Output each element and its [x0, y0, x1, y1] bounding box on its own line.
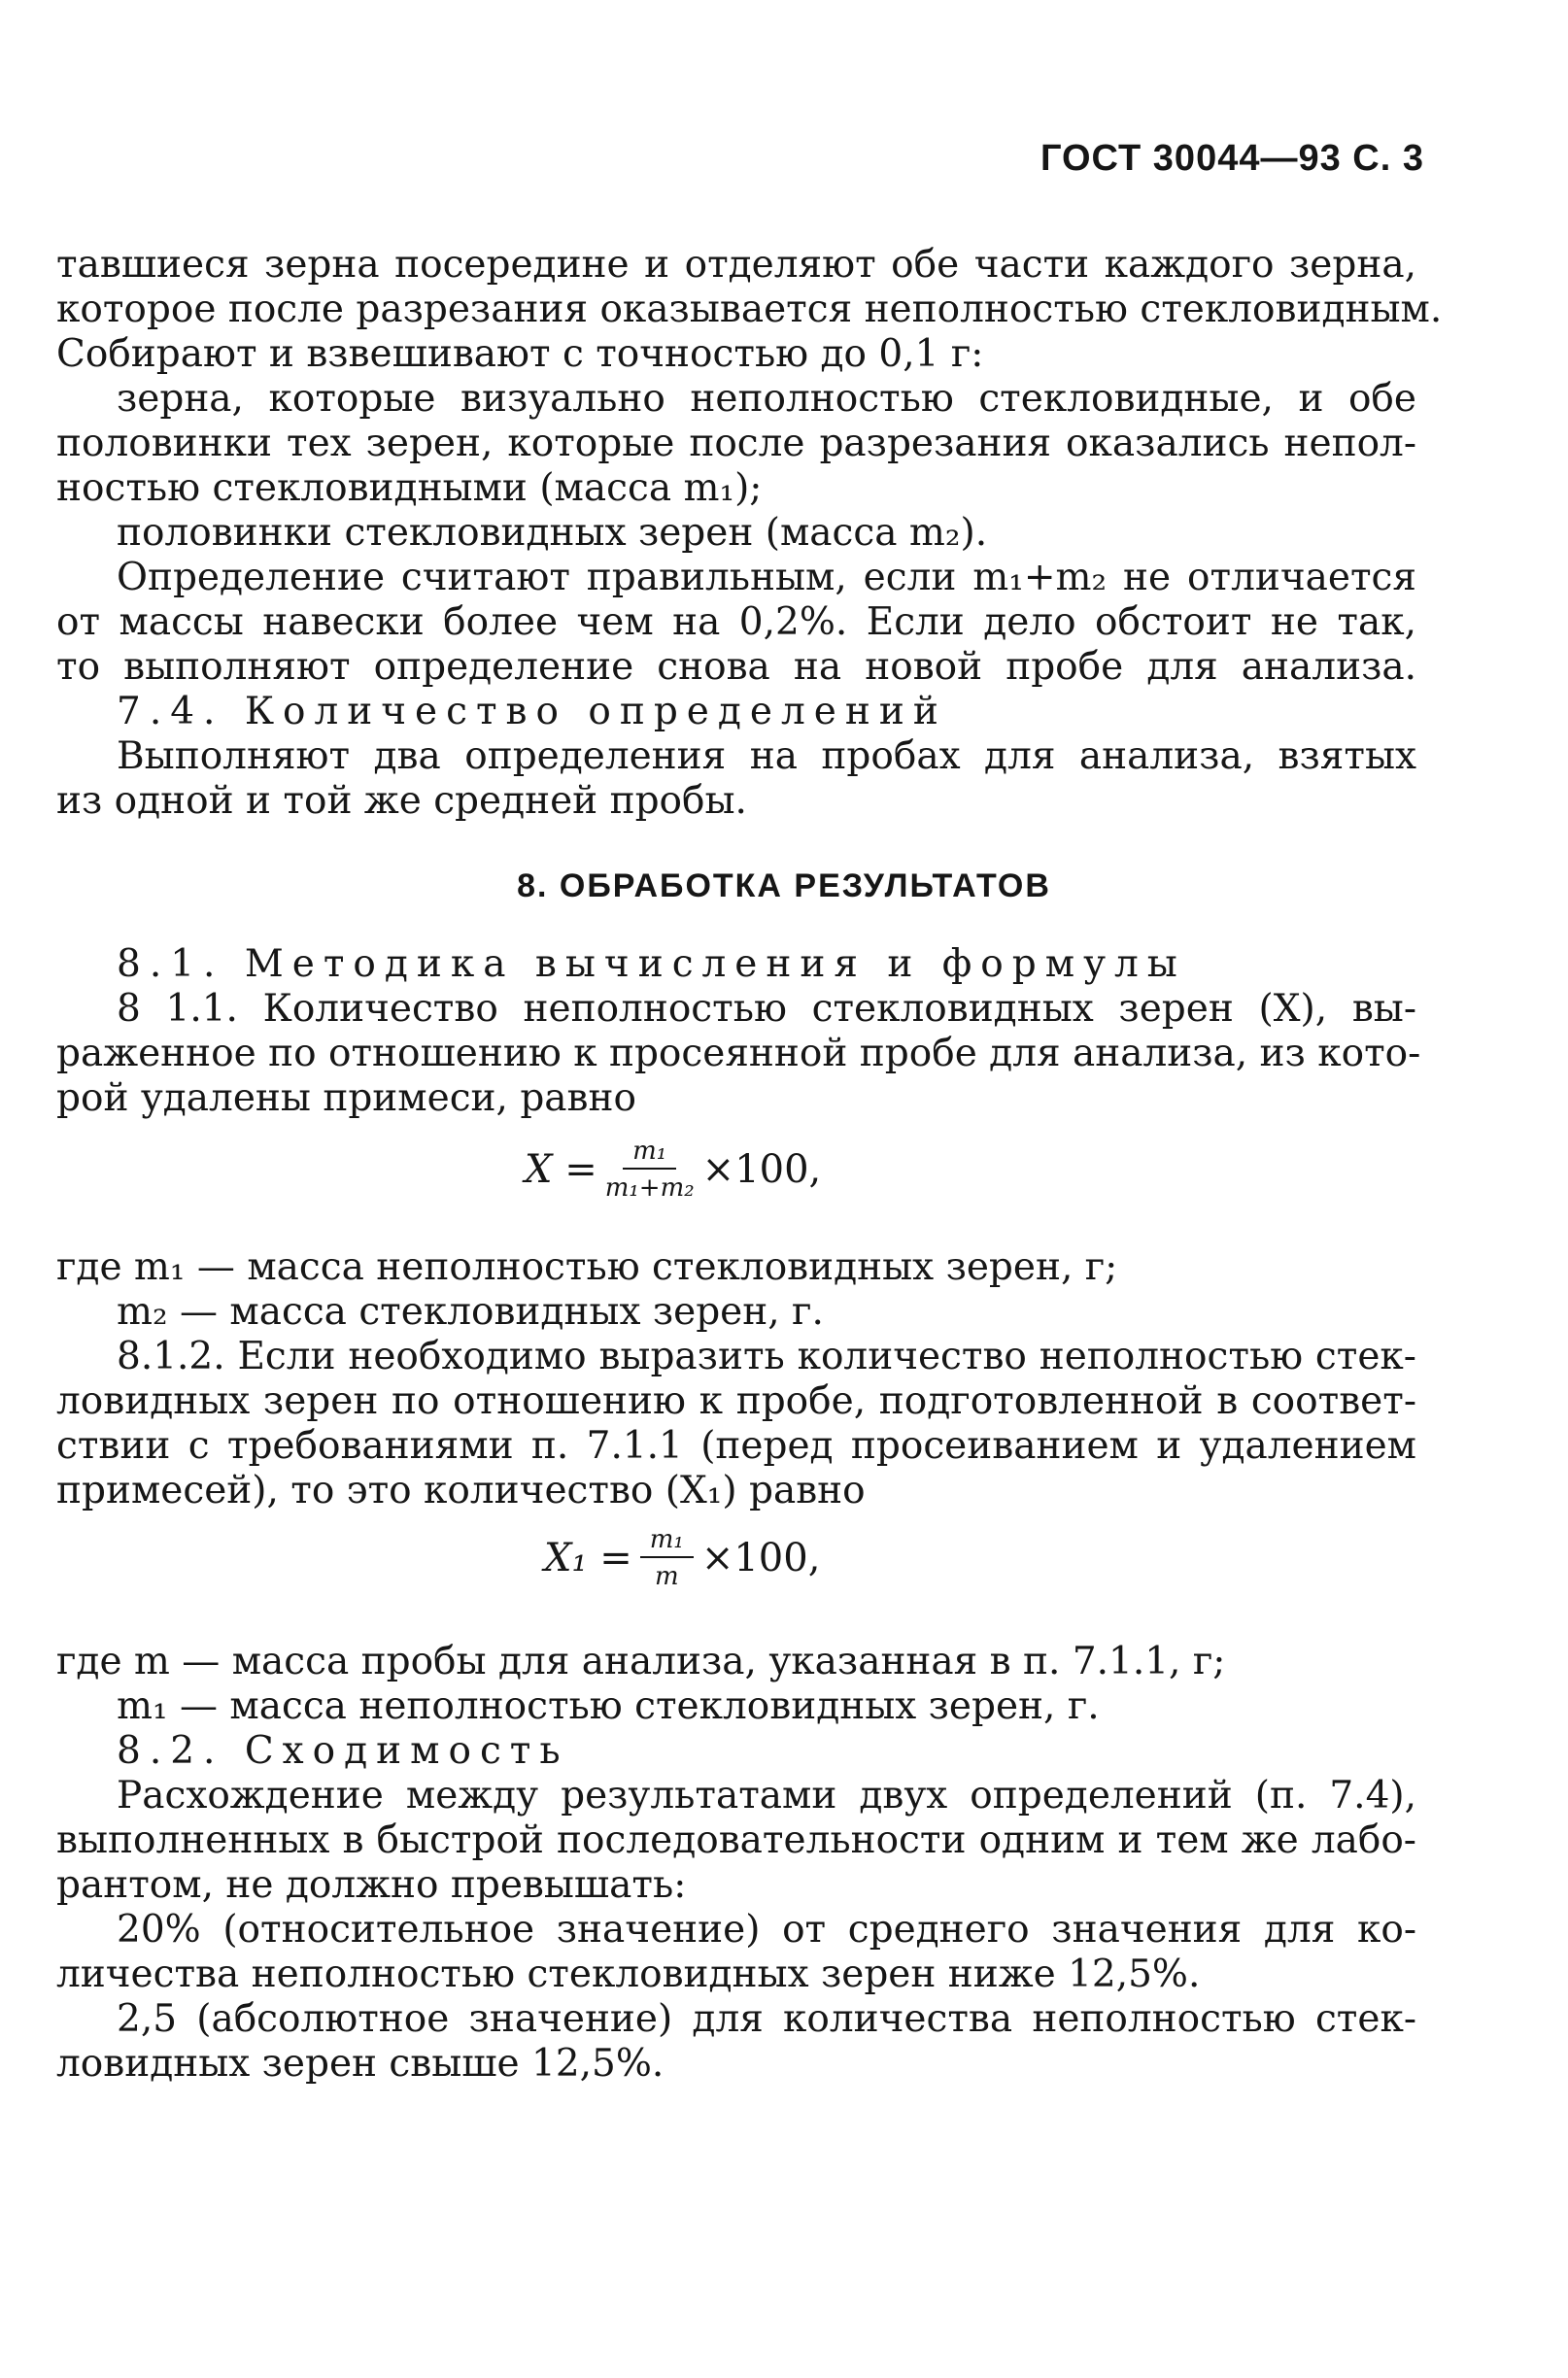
formula-x1: [544, 1525, 820, 1591]
text-line: Собирают и взвешивают с точностью до 0,1 г:: [56, 332, 984, 376]
text-line: Расхождение между результатами двух определений (п. 7.4),: [117, 1774, 1416, 1817]
section-subtitle: 8.1. Методика вычисления и формулы: [117, 942, 1186, 986]
text-line: то выполняют определение снова на новой пробе для анализа.: [56, 645, 1416, 689]
formula-lhs: X =: [525, 1147, 597, 1192]
text-block-3: [56, 1245, 1416, 1513]
fraction-denominator: m: [654, 1562, 679, 1591]
text-block-1: [56, 243, 1443, 824]
text-line: из одной и той же средней пробы.: [56, 779, 747, 823]
text-line: ствии с требованиями п. 7.1.1 (перед просеиванием и удалением: [56, 1424, 1416, 1468]
text-line: половинки тех зерен, которые после разрезания оказались непол-: [56, 422, 1416, 465]
text-line: ловидных зерен по отношению к пробе, подготовленной в соответ-: [56, 1379, 1416, 1423]
text-line: Выполняют два определения на пробах для анализа, взятых: [117, 734, 1416, 778]
section-subtitle: 8.2. Сходимость: [117, 1729, 569, 1773]
text-line: 8.1.2. Если необходимо выразить количество неполностью стек-: [117, 1335, 1416, 1378]
text-line: ностью стекловидными (масса m₁);: [56, 466, 763, 510]
text-line: тавшиеся зерна посередине и отделяют обе части каждого зерна,: [56, 243, 1416, 287]
section-heading: 8. ОБРАБОТКА РЕЗУЛЬТАТОВ: [517, 867, 1051, 904]
fraction-numerator: m₁: [640, 1525, 694, 1558]
formula-rhs: ×100,: [701, 1147, 822, 1192]
formula-rhs: ×100,: [700, 1536, 821, 1580]
formula-x: [525, 1137, 821, 1203]
page-header: ГОСТ 30044—93 С. 3: [1040, 138, 1424, 179]
text-line: 20% (относительное значение) от среднего значения для ко-: [117, 1908, 1416, 1952]
definition-line: где m₁ — масса неполностью стекловидных зерен, г;: [56, 1245, 1118, 1289]
fraction-denominator: m₁+m₂: [604, 1173, 695, 1203]
fraction: [640, 1525, 694, 1591]
section-subtitle: 7.4. Количество определений: [117, 690, 947, 733]
text-line: рантом, не должно превышать:: [56, 1863, 687, 1907]
text-line: зерна, которые визуально неполностью стекловидные, и обе: [117, 377, 1416, 421]
text-line: Определение считают правильным, если m₁+m₂ не отличается: [117, 556, 1416, 599]
definition-line: где m — масса пробы для анализа, указанная в п. 7.1.1, г;: [56, 1640, 1226, 1683]
formula-lhs: X₁ =: [544, 1536, 632, 1580]
definition-line: m₁ — масса неполностью стекловидных зерен, г.: [117, 1684, 1100, 1728]
text-line: выполненных в быстрой последовательности одним и тем же лабо-: [56, 1818, 1416, 1862]
text-line: примесей), то это количество (X₁) равно: [56, 1469, 866, 1512]
text-line: раженное по отношению к просеянной пробе для анализа, из кото-: [56, 1032, 1421, 1075]
text-block-2: [56, 942, 1421, 1121]
text-line: ловидных зерен свыше 12,5%.: [56, 2042, 665, 2086]
text-line: которое после разрезания оказывается неполностью стекловидным.: [56, 288, 1443, 331]
fraction-numerator: m₁: [623, 1137, 676, 1170]
text-line: от массы навески более чем на 0,2%. Если дело обстоит не так,: [56, 600, 1416, 644]
definition-line: m₂ — масса стекловидных зерен, г.: [117, 1290, 824, 1334]
text-line: 2,5 (абсолютное значение) для количества неполностью стек-: [117, 1997, 1416, 2041]
text-block-4: [56, 1640, 1416, 2087]
text-line: 8 1.1. Количество неполностью стекловидных зерен (X), вы-: [117, 987, 1416, 1031]
text-line: личества неполностью стекловидных зерен ниже 12,5%.: [56, 1953, 1201, 1996]
text-line: рой удалены примеси, равно: [56, 1076, 636, 1120]
fraction: [605, 1137, 695, 1203]
text-line: половинки стекловидных зерен (масса m₂).: [117, 511, 988, 555]
